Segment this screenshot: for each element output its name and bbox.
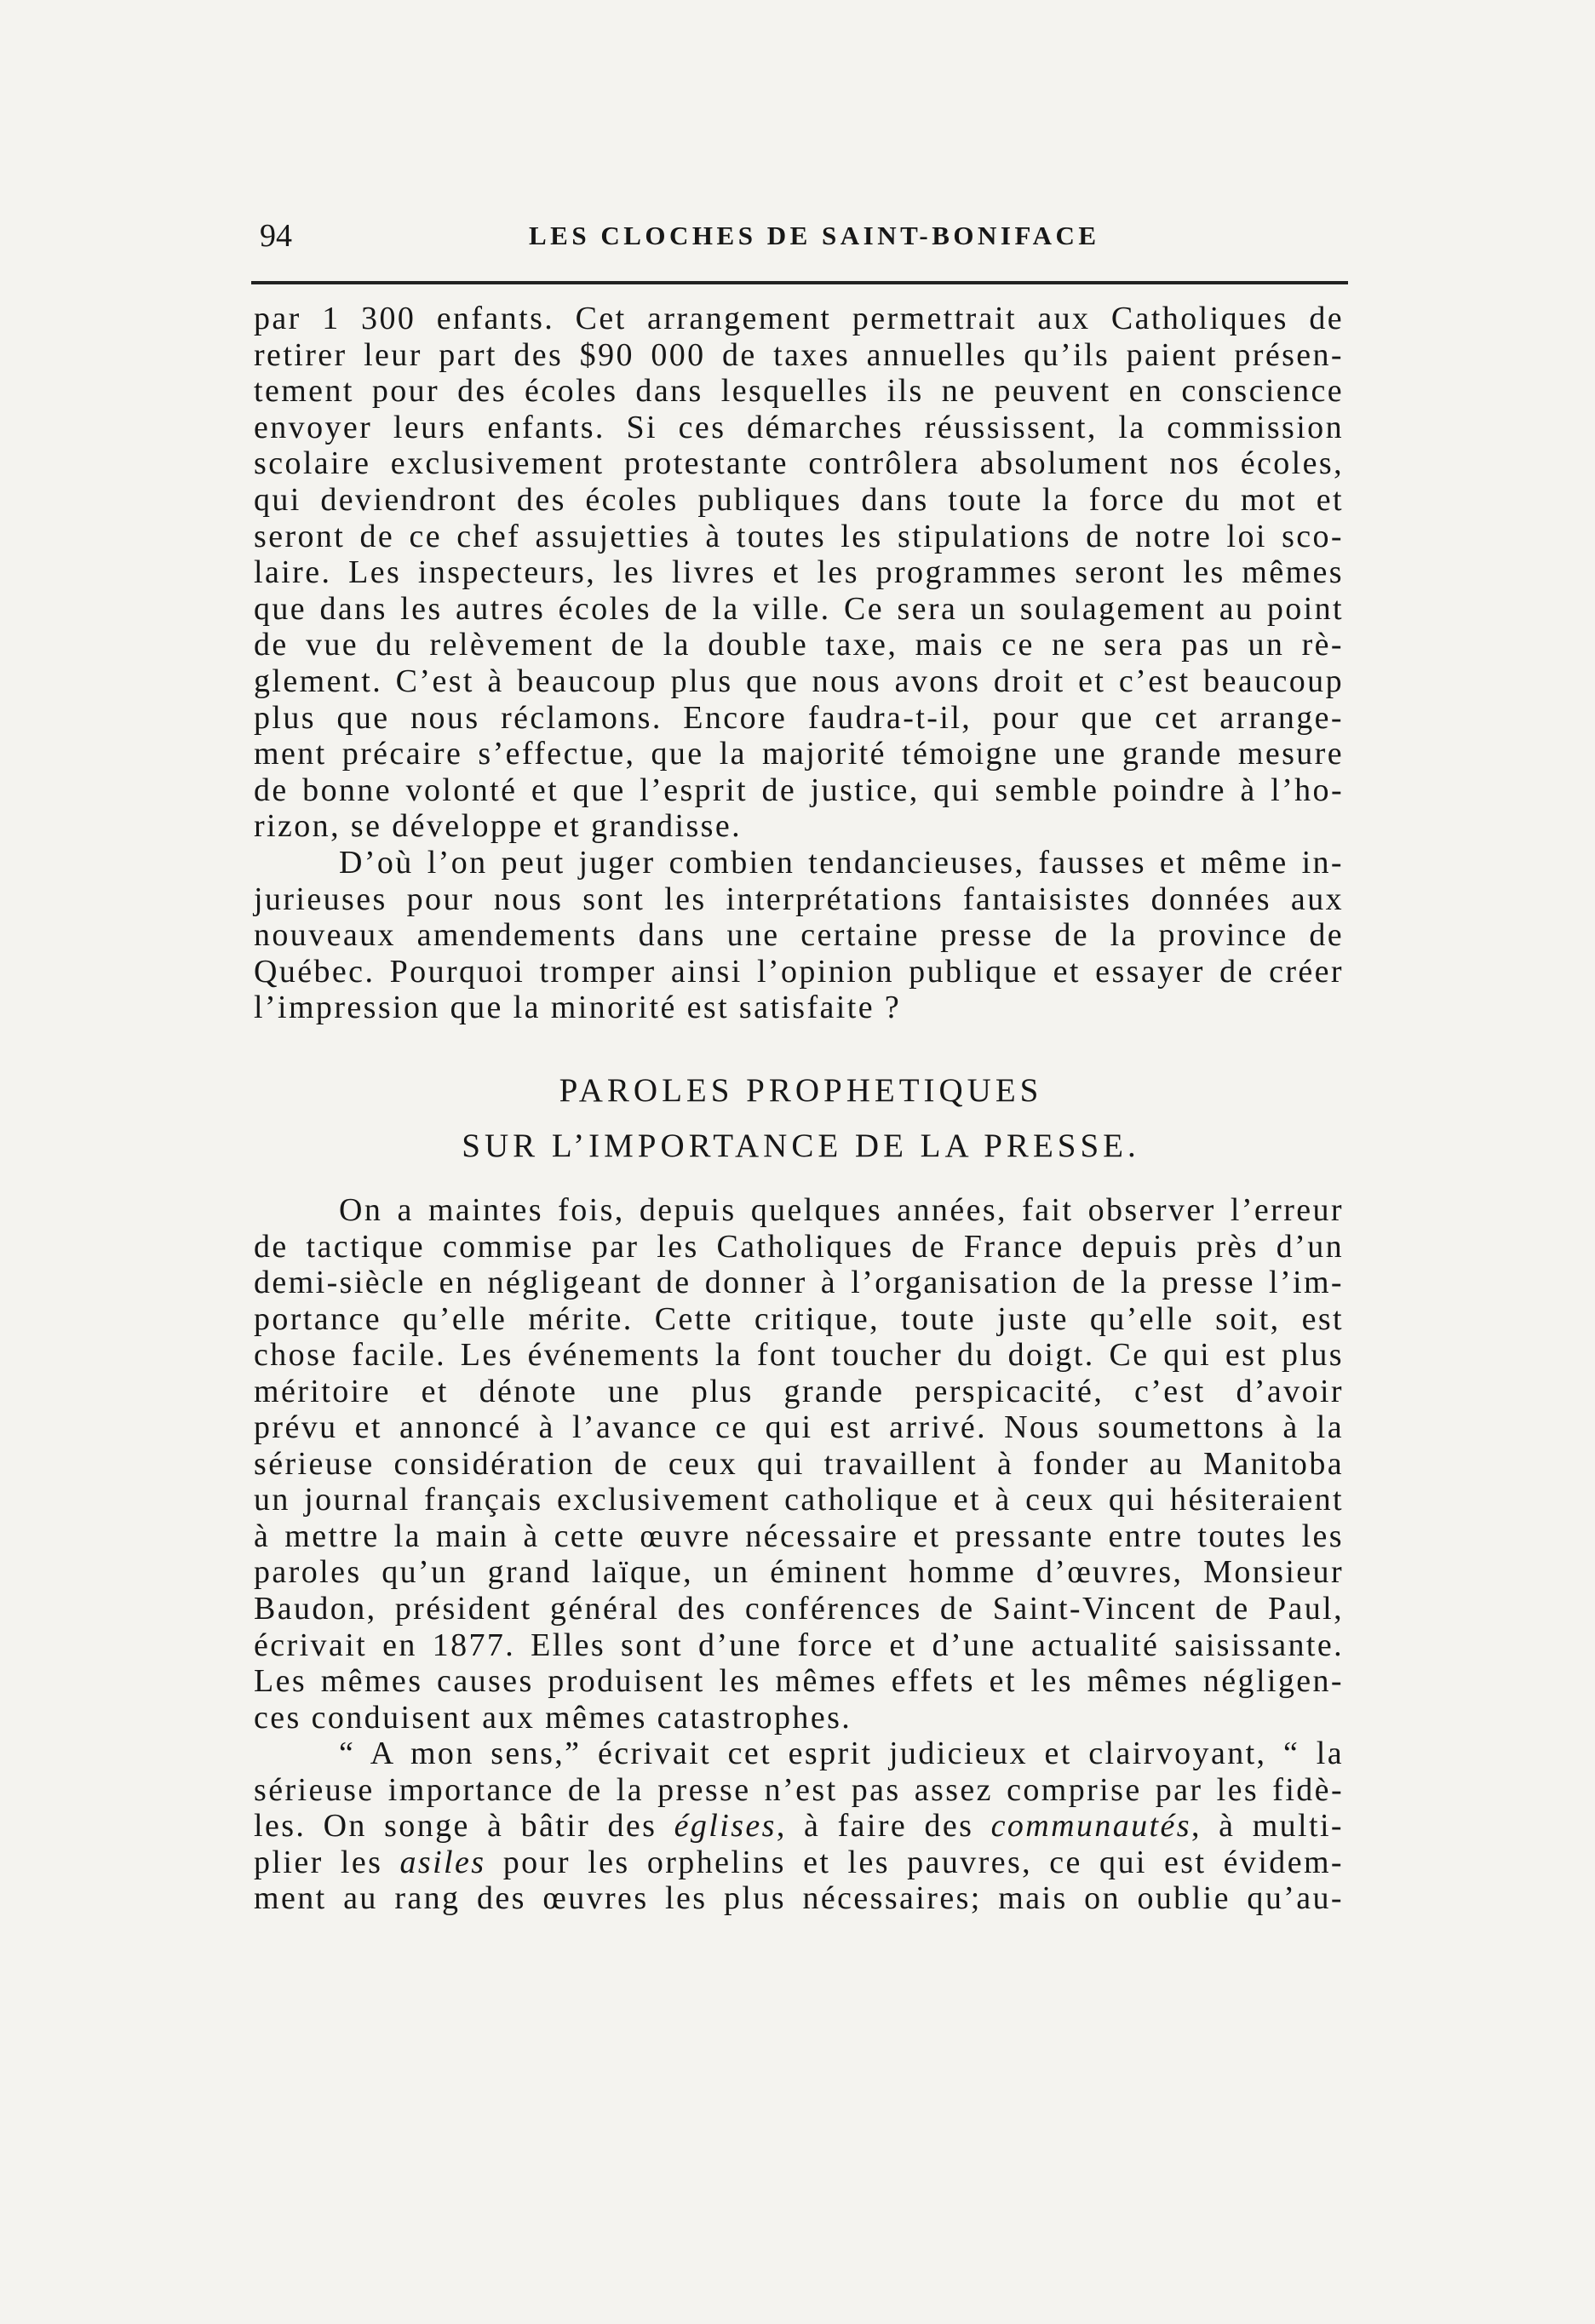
text-line: scolaire exclusivement protestante contrôlera absolument nos écoles, xyxy=(254,445,1344,482)
text-line: sérieuse importance de la presse n’est pas assez comprise par les fidè- xyxy=(254,1771,1344,1808)
italic-word: églises xyxy=(674,1808,777,1845)
page-number: 94 xyxy=(260,218,292,254)
text-block-lower xyxy=(254,1192,1344,1917)
text-segment: plier les xyxy=(254,1844,400,1880)
text-line: ment précaire s’effectue, que la majorité témoigne une grande mesure xyxy=(254,736,1344,772)
text-line: qui deviendront des écoles publiques dans toute la force du mot et xyxy=(254,481,1344,518)
italic-word: communautés xyxy=(990,1808,1191,1845)
italic-word: asiles xyxy=(399,1844,486,1880)
text-line: plus que nous réclamons. Encore faudra-t-il, pour que cet arrange- xyxy=(254,699,1344,736)
text-line: sérieuse considération de ceux qui travaillent à fonder au Manitoba xyxy=(254,1445,1344,1482)
header-rule xyxy=(251,281,1348,284)
paragraph xyxy=(254,1192,1344,1736)
text-line: écrivait en 1877. Elles sont d’une force et d’une actualité saisissante. xyxy=(254,1627,1344,1663)
text-line: jurieuses pour nous sont les interprétations fantaisistes données aux xyxy=(254,881,1344,917)
text-line: ces conduisent aux mêmes catastrophes. xyxy=(254,1699,852,1736)
text-line xyxy=(254,1845,1344,1881)
text-line: nouveaux amendements dans une certaine presse de la province de xyxy=(254,917,1344,954)
text-line: D’où l’on peut juger combien tendancieuses, fausses et même in- xyxy=(339,844,1344,881)
text-line: de bonne volonté et que l’esprit de justice, qui semble poindre à l’ho- xyxy=(254,772,1344,808)
text-line xyxy=(254,1808,1344,1845)
text-segment: pour les orphelins et les pauvres, ce qui est évidem- xyxy=(485,1844,1344,1880)
text-line: un journal français exclusivement catholique et à ceux qui hésiteraient xyxy=(254,1482,1344,1518)
text-line: que dans les autres écoles de la ville. Ce sera un soulagement au point xyxy=(254,590,1344,627)
text-line: envoyer leurs enfants. Si ces démarches réussissent, la commission xyxy=(254,409,1344,445)
text-line: l’impression que la minorité est satisfaite ? xyxy=(254,990,902,1026)
running-title: LES CLOCHES DE SAINT-BONIFACE xyxy=(529,221,1100,250)
text-line: chose facile. Les événements la font toucher du doigt. Ce qui est plus xyxy=(254,1337,1344,1374)
text-line: demi-siècle en négligeant de donner à l’organisation de la presse l’im- xyxy=(254,1265,1344,1301)
text-block-upper xyxy=(254,301,1344,1026)
text-line: de vue du relèvement de la double taxe, mais ce ne sera pas un rè- xyxy=(254,627,1344,663)
paragraph xyxy=(254,1736,1344,1917)
text-segment: , à multi- xyxy=(1191,1808,1344,1845)
text-line: à mettre la main à cette œuvre nécessaire et pressante entre toutes les xyxy=(254,1518,1344,1554)
text-line: tement pour des écoles dans lesquelles ils ne peuvent en conscience xyxy=(254,373,1344,410)
text-segment: , à faire des xyxy=(776,1808,991,1845)
paragraph xyxy=(254,301,1344,845)
text-line: Québec. Pourquoi tromper ainsi l’opinion publique et essayer de créer xyxy=(254,953,1344,990)
text-line: glement. C’est à beaucoup plus que nous avons droit et c’est beaucoup xyxy=(254,663,1344,699)
text-line: prévu et annoncé à l’avance ce qui est arrivé. Nous soumettons à la xyxy=(254,1409,1344,1446)
text-line: portance qu’elle mérite. Cette critique, toute juste qu’elle soit, est xyxy=(254,1300,1344,1337)
text-line: retirer leur part des $90 000 de taxes annuelles qu’ils paient présen- xyxy=(254,336,1344,373)
section-subheading: SUR L’IMPORTANCE DE LA PRESSE. xyxy=(462,1128,1140,1164)
text-line: de tactique commise par les Catholiques de France depuis près d’un xyxy=(254,1228,1344,1265)
text-line: “ A mon sens,” écrivait cet esprit judicieux et clairvoyant, “ la xyxy=(339,1736,1344,1772)
text-line: paroles qu’un grand laïque, un éminent homme d’œuvres, Monsieur xyxy=(254,1554,1344,1591)
text-line: On a maintes fois, depuis quelques années, fait observer l’erreur xyxy=(339,1192,1344,1228)
text-line: Les mêmes causes produisent les mêmes effets et les mêmes négligen- xyxy=(254,1663,1344,1700)
text-line: Baudon, président général des conférences de Saint-Vincent de Paul, xyxy=(254,1591,1344,1627)
paragraph xyxy=(254,845,1344,1026)
text-line: méritoire et dénote une plus grande perspicacité, c’est d’avoir xyxy=(254,1373,1344,1409)
text-line: rizon, se développe et grandisse. xyxy=(254,808,743,845)
text-line: laire. Les inspecteurs, les livres et les programmes seront les mêmes xyxy=(254,554,1344,591)
text-line: ment au rang des œuvres les plus nécessaires; mais on oublie qu’au- xyxy=(254,1880,1344,1917)
text-line: par 1 300 enfants. Cet arrangement permettrait aux Catholiques de xyxy=(254,301,1344,336)
text-segment: les. On songe à bâtir des xyxy=(254,1808,674,1845)
text-line: seront de ce chef assujetties à toutes les stipulations de notre loi sco- xyxy=(254,518,1344,554)
section-heading: PAROLES PROPHETIQUES xyxy=(559,1072,1043,1109)
